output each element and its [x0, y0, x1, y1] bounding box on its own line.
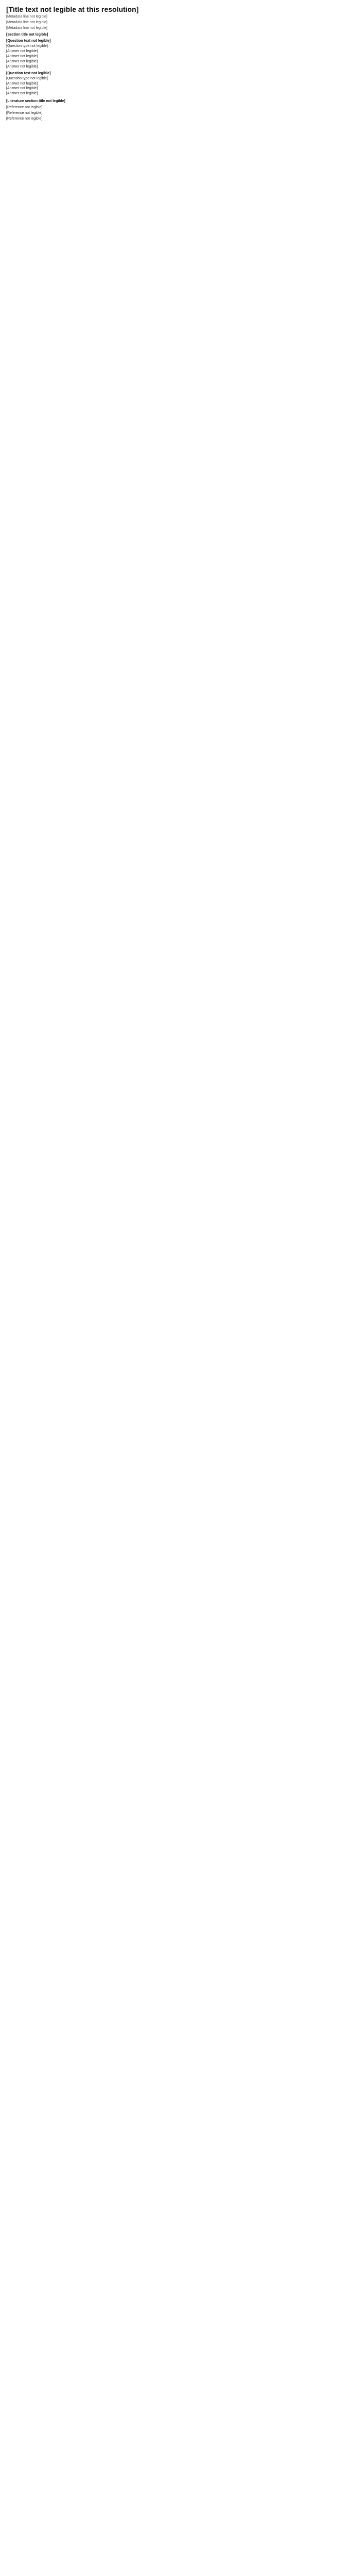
- literature-title: [Literature section title not legible]: [6, 99, 65, 104]
- answer-option: [Answer not legible]: [6, 59, 38, 63]
- question-type: [Question type not legible]: [6, 44, 48, 48]
- literature-item: [Reference not legible]: [6, 117, 43, 121]
- answer-option: [Answer not legible]: [6, 54, 38, 58]
- answer-option: [Answer not legible]: [6, 49, 38, 53]
- question-text: [Question text not legible]: [6, 39, 51, 43]
- page-title: [Title text not legible at this resolution]: [6, 5, 139, 13]
- meta-line: [Metadata line not legible]: [6, 15, 47, 19]
- question-list: [6, 39, 355, 96]
- meta-line: [Metadata line not legible]: [6, 21, 47, 25]
- meta-line: [Metadata line not legible]: [6, 26, 47, 30]
- literature-item: [Reference not legible]: [6, 111, 43, 115]
- question-type: [Question type not legible]: [6, 76, 48, 80]
- section-title: [Section title not legible]: [6, 32, 48, 37]
- answer-option: [Answer not legible]: [6, 87, 38, 91]
- answer-option: [Answer not legible]: [6, 64, 38, 69]
- document: [6, 5, 355, 122]
- answer-option: [Answer not legible]: [6, 92, 38, 96]
- meta-block: [6, 15, 355, 31]
- question: [6, 72, 355, 97]
- literature-item: [Reference not legible]: [6, 106, 43, 110]
- question-text: [Question text not legible]: [6, 71, 51, 75]
- answer-option: [Answer not legible]: [6, 81, 38, 86]
- question: [6, 39, 355, 70]
- literature-section: [6, 99, 355, 122]
